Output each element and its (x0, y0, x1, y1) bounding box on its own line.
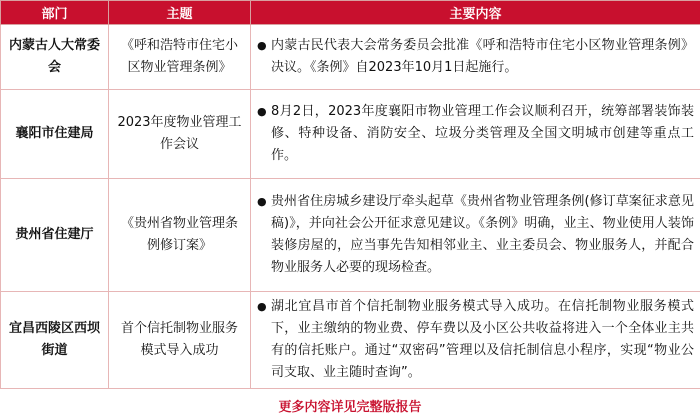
content-cell (251, 292, 700, 389)
topic-cell: 《呼和浩特市住宅小区物业管理条例》 (109, 25, 251, 90)
content-cell (251, 90, 700, 179)
table-row (1, 179, 700, 292)
table-row (1, 90, 700, 179)
content-text: 内蒙古民代表大会常务委员会批准《呼和浩特市住宅小区物业管理条例》决议。《条例》自2023年10月1日起施行。 (271, 38, 694, 75)
more-report-link[interactable]: 更多内容详见完整版报告 (278, 400, 422, 415)
header-dept: 部门 (1, 1, 109, 25)
table-row (1, 25, 700, 90)
topic-cell: 《贵州省物业管理条例修订案》 (109, 179, 251, 292)
bullet-dot-icon: ● (257, 195, 267, 208)
dept-cell: 贵州省住建厅 (1, 179, 109, 292)
bullet-dot-icon: ● (257, 300, 267, 313)
table-header-row (1, 1, 700, 25)
dept-cell: 内蒙古人大常委会 (1, 25, 109, 90)
header-content: 主要内容 (251, 1, 700, 25)
bullet-dot-icon: ● (257, 39, 267, 52)
topic-cell: 首个信托制物业服务模式导入成功 (109, 292, 251, 389)
dept-cell: 襄阳市住建局 (1, 90, 109, 179)
content-cell (251, 179, 700, 292)
content-text: 8月2日，2023年度襄阳市物业管理工作会议顺利召开，统筹部署装饰装修、特种设备、消防安全、垃圾分类管理及全国文明城市创建等重点工作。 (271, 104, 694, 163)
dept-cell: 宜昌西陵区西坝街道 (1, 292, 109, 389)
topic-cell: 2023年度物业管理工作会议 (109, 90, 251, 179)
content-text: 贵州省住房城乡建设厅牵头起草《贵州省物业管理条例(修订草案征求意见稿)》，并向社会公开征求意见建议。《条例》明确，业主、物业使用人装饰装修房屋的，应当事先告知相邻业主、业主委员会、物业服务人，并配合物业服务人必要的现场检查。 (271, 194, 694, 275)
header-topic: 主题 (109, 1, 251, 25)
content-cell (251, 25, 700, 90)
bullet-dot-icon: ● (257, 105, 267, 118)
table-row (1, 292, 700, 389)
content-text: 湖北宜昌市首个信托制物业服务模式导入成功。在信托制物业服务模式下，业主缴纳的物业费、停车费以及小区公共收益将进入一个全体业主共有的信托账户。通过“双密码”管理以及信托制信息小程序，实现“物业公司支取、业主随时查询”。 (271, 299, 694, 380)
